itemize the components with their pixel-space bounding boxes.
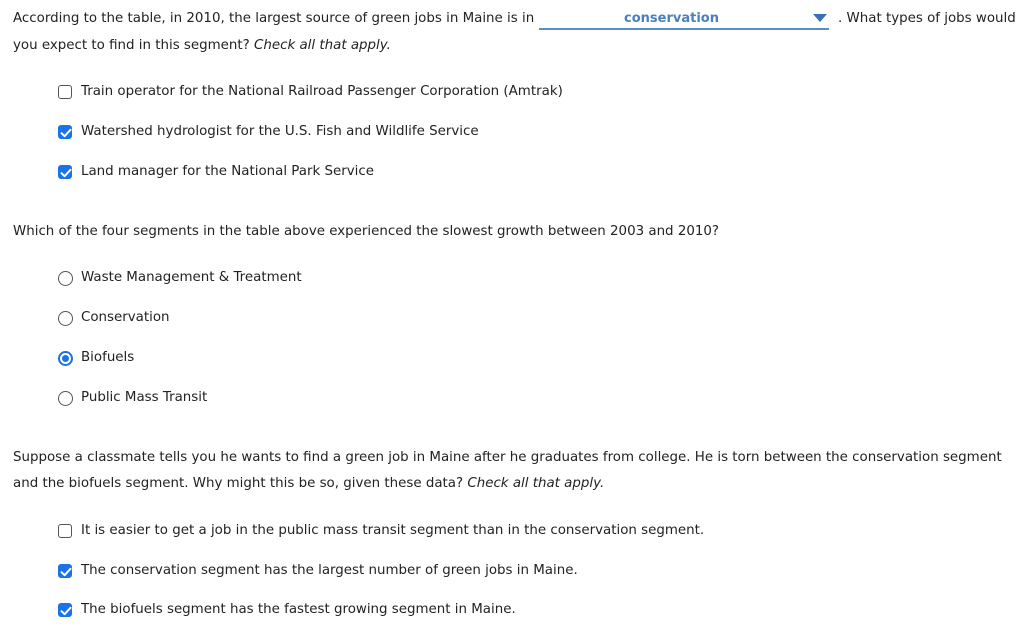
q1-line2 [13,37,391,55]
q2-option-3-radio[interactable] [58,351,73,366]
q1-option-3-checkbox[interactable] [58,165,72,179]
q2-question: Which of the four segments in the table above experienced the slowest growth between 2003 and 2010? [13,224,720,239]
q3-option-3-checkbox[interactable] [58,603,72,617]
q2-option-2-radio[interactable] [58,311,73,326]
checkmark-icon [59,604,73,618]
q2-option-1-radio[interactable] [58,271,73,286]
q1-option-2-checkbox[interactable] [58,125,72,139]
q1-line2-text: you expect to find in this segment? [13,38,255,53]
checkmark-icon [59,166,73,180]
checkmark-icon [59,565,73,579]
checkmark-icon [59,126,73,140]
q1-instruction: Check all that apply. [254,38,391,53]
q3-option-2-label[interactable]: The conservation segment has the largest number of green jobs in Maine. [81,563,578,578]
q3-line2-text: and the biofuels segment. Why might this be so, given these data? [13,476,468,491]
q2-option-2-label[interactable]: Conservation [81,310,170,325]
segment-dropdown[interactable] [539,10,829,30]
q3-option-3-label[interactable]: The biofuels segment has the fastest growing segment in Maine. [81,602,516,617]
q2-option-4-radio[interactable] [58,391,73,406]
q3-line1: Suppose a classmate tells you he wants to find a green job in Maine after he graduates from college. He is torn between the conservation segment [13,450,1002,465]
q3-option-1-checkbox[interactable] [58,524,72,538]
q2-option-4-label[interactable]: Public Mass Transit [81,390,208,405]
q1-option-3-label[interactable]: Land manager for the National Park Service [81,164,374,179]
q3-line2 [13,475,604,493]
segment-dropdown-value: conservation [624,11,719,26]
q3-instruction: Check all that apply. [467,476,605,491]
q1-option-1-label[interactable]: Train operator for the National Railroad Passenger Corporation (Amtrak) [81,84,563,99]
q3-option-2-checkbox[interactable] [58,564,72,578]
q1-prefix: According to the table, in 2010, the largest source of green jobs in Maine is in [13,11,535,26]
q2-option-1-label[interactable]: Waste Management & Treatment [81,270,302,285]
chevron-down-icon[interactable] [813,14,827,22]
q1-suffix: . What types of jobs would [838,11,1016,26]
q3-option-1-label[interactable]: It is easier to get a job in the public mass transit segment than in the conservation segment. [81,523,705,538]
q2-option-3-label[interactable]: Biofuels [81,350,135,365]
q1-option-2-label[interactable]: Watershed hydrologist for the U.S. Fish and Wildlife Service [81,124,479,139]
q1-option-1-checkbox[interactable] [58,85,72,99]
